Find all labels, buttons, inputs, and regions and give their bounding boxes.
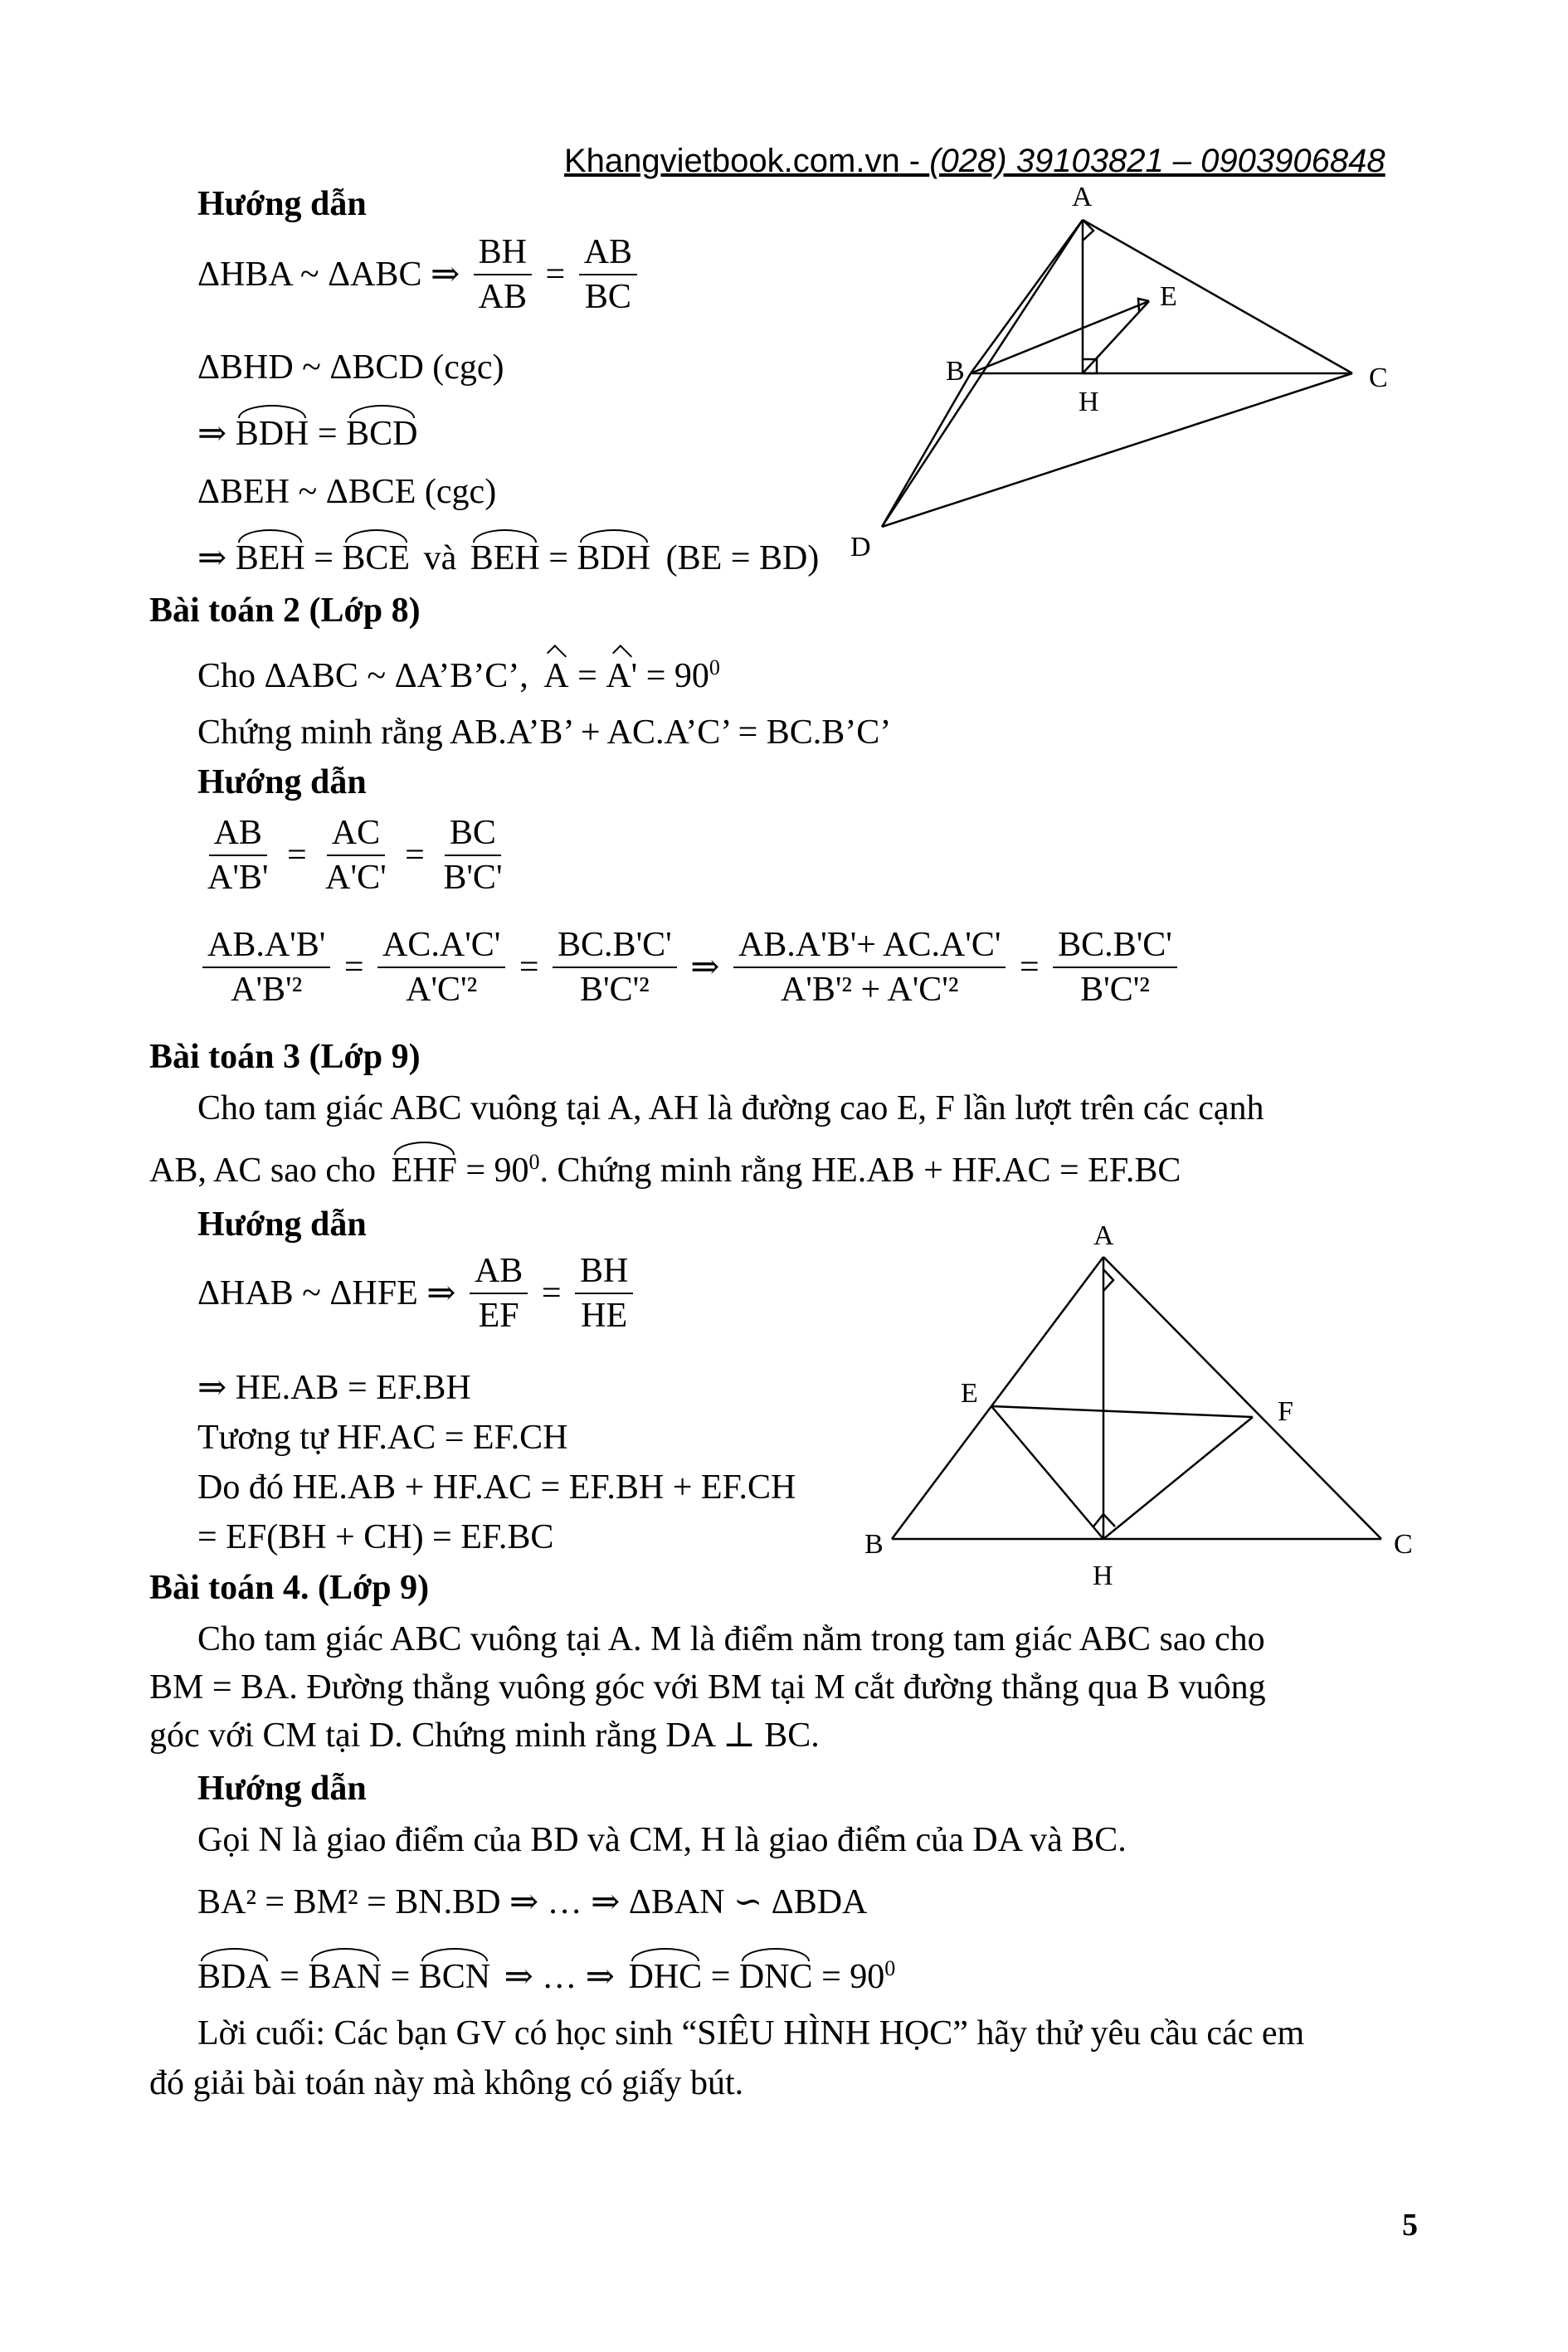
p2-given: Cho ΔABC ~ ΔA’B’C’, — [197, 657, 528, 695]
p1-line-3 — [197, 416, 417, 451]
p4-line-1: Cho tam giác ABC vuông tại A. M là điểm nằm trong tam giác ABC sao cho — [197, 1620, 1265, 1658]
label-b: B — [946, 356, 965, 387]
p2-line-1 — [197, 657, 720, 694]
equals: = — [519, 948, 539, 987]
p4-line-3: góc với CM tại D. Chứng minh rằng DA ⊥ BC. — [149, 1717, 820, 1755]
label-h: H — [1093, 1561, 1113, 1591]
frac-den: B'C' — [443, 859, 503, 898]
label-h: H — [1079, 387, 1099, 417]
frac-den: B'C'² — [1080, 971, 1150, 1010]
angle-bcd: BCD — [346, 415, 418, 453]
frac-ac — [320, 815, 391, 896]
p4-line-5: BA² = BM² = BN.BD ⇒ … ⇒ ΔBAN ∽ ΔBDA — [197, 1883, 868, 1921]
angle-dnc: DNC — [738, 1958, 813, 1996]
p1-line-5: ⇒ BEH = BCE và BEH = BDH (BE = BD) — [197, 539, 820, 577]
frac-ab-ef — [470, 1253, 528, 1334]
frac-num: AB — [209, 815, 267, 856]
frac-last — [1053, 927, 1177, 1008]
degree-sup: 0 — [528, 1150, 540, 1174]
p3-line-3 — [197, 1253, 638, 1334]
degree-sup: 0 — [709, 655, 720, 679]
p4-line-8: đó giải bài toán này mà không có giấy bút. — [149, 2064, 744, 2102]
frac-num: AB.A'B'+ AC.A'C' — [733, 927, 1006, 968]
frac-3 — [553, 927, 677, 1008]
p3-l2-text: AB, AC sao cho — [149, 1152, 376, 1190]
frac-den: HE — [581, 1297, 628, 1336]
header-site: Khangvietbook.com.vn — [564, 143, 900, 179]
p3-line-1: Cho tam giác ABC vuông tại A, AH là đường cao E, F lần lượt trên các cạnh — [197, 1089, 1264, 1127]
segment-ab — [892, 1257, 1103, 1539]
p3-line-6: Do đó HE.AB + HF.AC = EF.BH + EF.CH — [197, 1468, 796, 1507]
value-90: = 90 — [645, 657, 709, 695]
equals: = — [1019, 948, 1040, 987]
frac-num: BH — [575, 1253, 633, 1294]
frac-num: AB — [579, 234, 637, 275]
frac-num: AC — [327, 815, 385, 856]
segment-ac — [1103, 1257, 1381, 1539]
implies-arrow: ⇒ — [690, 948, 720, 987]
label-d: D — [850, 532, 871, 562]
p1-line-1 — [197, 234, 642, 315]
value-90: = 90 — [465, 1152, 529, 1190]
equals: = — [577, 657, 597, 695]
p3-line-4: ⇒ HE.AB = EF.BH — [197, 1369, 471, 1407]
angle-beh: BEH — [235, 539, 305, 577]
angle-dhc: DHC — [628, 1958, 703, 1996]
frac-bc — [438, 815, 507, 896]
frac-1 — [202, 927, 330, 1008]
label-e: E — [1160, 281, 1177, 312]
frac-num: AC.A'C' — [377, 927, 505, 968]
angle-hat-a-prime: A' — [606, 657, 638, 695]
p1-frac-bh-ab — [474, 234, 532, 315]
implies-arrow: ⇒ — [197, 539, 227, 577]
p1-tail-note: (BE = BD) — [665, 539, 820, 577]
segment-bd — [882, 373, 971, 527]
frac-num: BC.B'C' — [1053, 927, 1177, 968]
frac-den: A'B' — [207, 859, 269, 898]
angle-bce: BCE — [342, 539, 411, 577]
equals: = — [343, 948, 364, 987]
label-b: B — [864, 1529, 884, 1560]
p1-line-4: ΔBEH ~ ΔBCE (cgc) — [197, 473, 497, 511]
angle-bcn: BCN — [418, 1958, 491, 1996]
conj-va: và — [423, 539, 457, 577]
p4-guide-heading: Hướng dẫn — [197, 1770, 367, 1808]
equals: = — [286, 836, 307, 875]
frac-num: AB — [470, 1253, 528, 1294]
figure-2-geometry — [855, 1211, 1452, 1601]
implies-chain: ⇒ … ⇒ — [504, 1958, 615, 1996]
frac-num: BC — [445, 815, 501, 856]
frac-2 — [377, 927, 505, 1008]
frac-num: BC.B'C' — [553, 927, 677, 968]
frac-den: A'B'² — [231, 971, 303, 1010]
frac-den: A'C'² — [406, 971, 478, 1010]
value-90: = 90 — [821, 1958, 885, 1996]
label-a: A — [1072, 182, 1093, 212]
segment-eh — [991, 1406, 1103, 1539]
p3-l3-text: ΔHAB ~ ΔHFE ⇒ — [197, 1274, 456, 1313]
p2-title: Bài toán 2 (Lớp 8) — [149, 592, 421, 630]
segment-he — [1083, 301, 1149, 373]
p4-line-6: BDA = BAN = BCN ⇒ … ⇒ DHC = DNC = $90^0$ — [197, 1956, 896, 1996]
frac-den: EF — [478, 1297, 519, 1336]
p3-l2-tail: . Chứng minh rằng HE.AB + HF.AC = EF.BC — [539, 1152, 1181, 1190]
frac-num: BH — [474, 234, 532, 275]
frac-sum — [733, 927, 1006, 1008]
angle-ban: BAN — [308, 1958, 382, 1996]
segment-ef — [991, 1406, 1253, 1417]
label-e: E — [961, 1378, 978, 1409]
p4-line-7: Lời cuối: Các bạn GV có học sinh “SIÊU HÌNH HỌC” hãy thử yêu cầu các em — [197, 2014, 1305, 2053]
header-phones: (028) 39103821 – 0903906848 — [929, 143, 1385, 179]
equals: = — [545, 256, 566, 295]
p2-guide-heading: Hướng dẫn — [197, 763, 367, 801]
frac-bh-he — [575, 1253, 633, 1334]
segment-dc — [882, 373, 1352, 527]
label-c: C — [1369, 363, 1388, 393]
angle-bda: BDA — [197, 1958, 271, 1996]
p3-line-2 — [149, 1152, 1181, 1188]
frac-ab — [202, 815, 273, 896]
frac-den: B'C'² — [580, 971, 650, 1010]
frac-num: AB.A'B' — [202, 927, 330, 968]
p4-line-2: BM = BA. Đường thẳng vuông góc với BM tại M cắt đường thẳng qua B vuông — [149, 1668, 1266, 1707]
figure-1-geometry — [830, 174, 1427, 564]
equals: = — [405, 836, 425, 875]
implies-arrow: ⇒ — [197, 415, 227, 453]
p1-frac-ab-bc — [579, 234, 637, 315]
p3-guide-heading: Hướng dẫn — [197, 1205, 367, 1244]
angle-ehf: EHF — [391, 1152, 457, 1190]
p3-line-5: Tương tự HF.AC = EF.CH — [197, 1419, 568, 1457]
p1-line-2: ΔBHD ~ ΔBCD (cgc) — [197, 348, 504, 387]
p2-ratio-row-1 — [197, 815, 513, 896]
angle-hat-a: A — [543, 657, 569, 695]
frac-den: BC — [584, 278, 631, 317]
p1-guide-heading: Hướng dẫn — [197, 185, 367, 223]
equals: = — [541, 1274, 562, 1313]
right-angle-a — [1103, 1269, 1113, 1291]
p2-ratio-row-2 — [197, 927, 1182, 1008]
p3-line-7: = EF(BH + CH) = EF.BC — [197, 1518, 554, 1556]
frac-den: A'B'² + A'C'² — [780, 971, 959, 1010]
angle-bdh-2: BDH — [577, 539, 651, 577]
label-a: A — [1093, 1220, 1114, 1251]
segment-ac — [1083, 220, 1352, 373]
segment-hf — [1103, 1417, 1253, 1539]
p2-line-2: Chứng minh rằng AB.A’B’ + AC.A’C’ = BC.B’C’ — [197, 713, 892, 752]
angle-bdh: BDH — [235, 415, 309, 453]
p1-l1-text: ΔHBA ~ ΔABC ⇒ — [197, 256, 460, 295]
equals: = — [317, 415, 338, 453]
header-sep: - — [899, 143, 930, 179]
frac-den: A'C' — [325, 859, 387, 898]
page-number: 5 — [1402, 2208, 1418, 2242]
label-f: F — [1278, 1396, 1293, 1427]
frac-den: AB — [478, 278, 528, 317]
p4-line-4: Gọi N là giao điểm của BD và CM, H là giao điểm của DA và BC. — [197, 1821, 1127, 1859]
label-c: C — [1394, 1529, 1413, 1560]
degree-sup: 0 — [884, 1956, 896, 1980]
p3-title: Bài toán 3 (Lớp 9) — [149, 1038, 421, 1076]
p4-title: Bài toán 4. (Lớp 9) — [149, 1569, 430, 1607]
angle-beh-2: BEH — [470, 539, 540, 577]
